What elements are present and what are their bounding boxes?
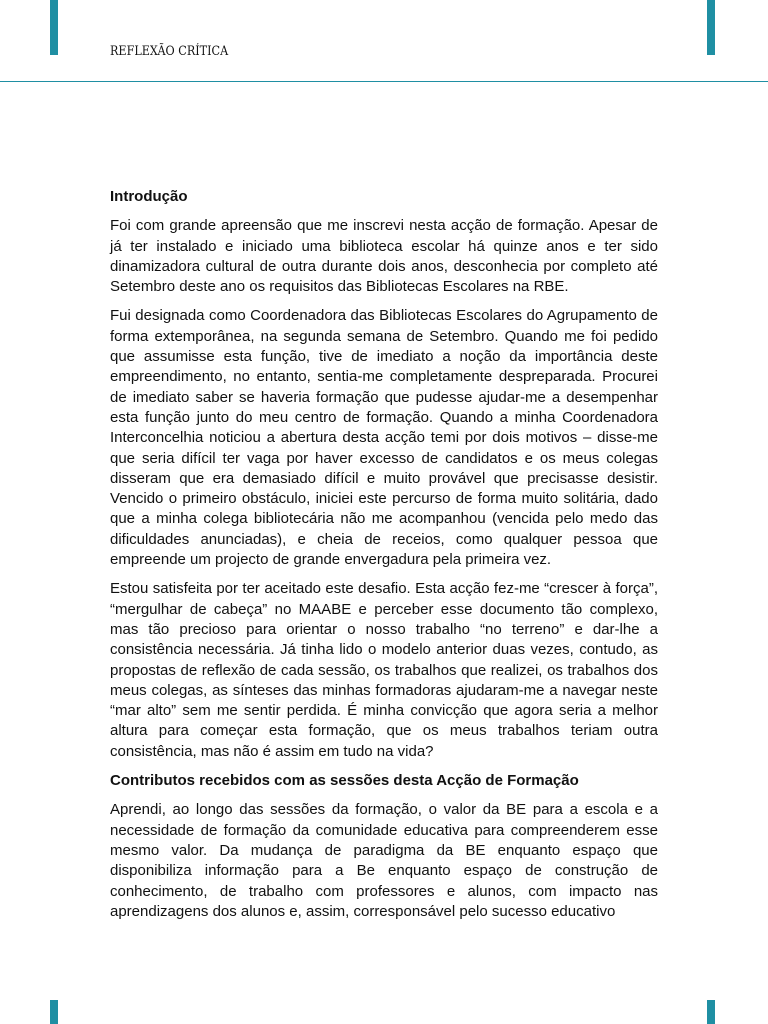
paragraph: Aprendi, ao longo das sessões da formação, o valor da BE para a escola e a necessidade de formação da comunidade educativa para compreenderem esse mesmo valor. Da mudança de paradigma da BE enquanto espaço que disponibiliza informação para a Be enquanto espaço de construção de conhecimento, de trabalho com professores e alunos, com impacto nas aprendizagens dos alunos e, assim, corresponsável pelo sucesso educativo — [110, 801, 658, 920]
paragraph: Fui designada como Coordenadora das Bibliotecas Escolares do Agrupamento de forma extemporânea, na segunda semana de Setembro. Quando me foi pedido que assumisse esta função, tive de imediato a noção da importância deste empreendimento, no entanto, sentia-me completamente despreparada. Procurei de imediato saber se haveria formação que pudesse ajudar-me a desempenhar esta função junto do meu centro de formação. Quando a minha Coordenadora Interconcelhia noticiou a abertura desta acção temi por dois motivos – disse-me que seria difícil ter vaga por haver excesso de candidatos e os meus colegas disseram que era demasiado difícil e muito provável que precisasse desistir. Vencido o primeiro obstáculo, iniciei este percurso de forma muito solitária, dado que a minha colega bibliotecária não me acompanhou (vencida pelo medo das dificuldades anunciadas), e cheia de receios, como qualquer pessoa que empreende um projecto de grande envergadura pela primeira vez. — [110, 307, 658, 569]
bottom-right-accent-bar — [707, 1000, 715, 1024]
paragraph: Estou satisfeita por ter aceitado este desafio. Esta acção fez-me “crescer à força”, “mergulhar de cabeça” no MAABE e perceber esse documento tão complexo, mas tão precioso para orientar o nosso trabalho “no terreno” e dar-lhe a consistência necessária. Já tinha lido o modelo anterior duas vezes, contudo, as propostas de reflexão de cada sessão, os trabalhos que realizei, os trabalhos dos meus colegas, as sínteses das minhas formadoras ajudaram-me a navegar neste “mar alto” sem me sentir perdida. É minha convicção que agora seria a melhor altura para começar esta formação, que os meus trabalhos teriam outra consistência, mas não é assim em tudo na vida? — [110, 580, 658, 760]
header-title: REFLEXÃO CRÍTICA — [110, 44, 229, 59]
section-heading-introducao: Introdução — [110, 188, 188, 205]
top-right-accent-bar — [707, 0, 715, 55]
header-rule — [0, 81, 768, 82]
paragraph: Foi com grande apreensão que me inscrevi nesta acção de formação. Apesar de já ter instalado e iniciado uma biblioteca escolar há quinze anos e ter sido dinamizadora cultural de outra durante dois anos, desconhecia por completo até Setembro deste ano os requisitos das Bibliotecas Escolares na RBE. — [110, 217, 658, 296]
top-left-accent-bar — [50, 0, 58, 55]
document-body — [110, 187, 658, 931]
bottom-left-accent-bar — [50, 1000, 58, 1024]
section-heading-contributos: Contributos recebidos com as sessões desta Acção de Formação — [110, 772, 579, 790]
